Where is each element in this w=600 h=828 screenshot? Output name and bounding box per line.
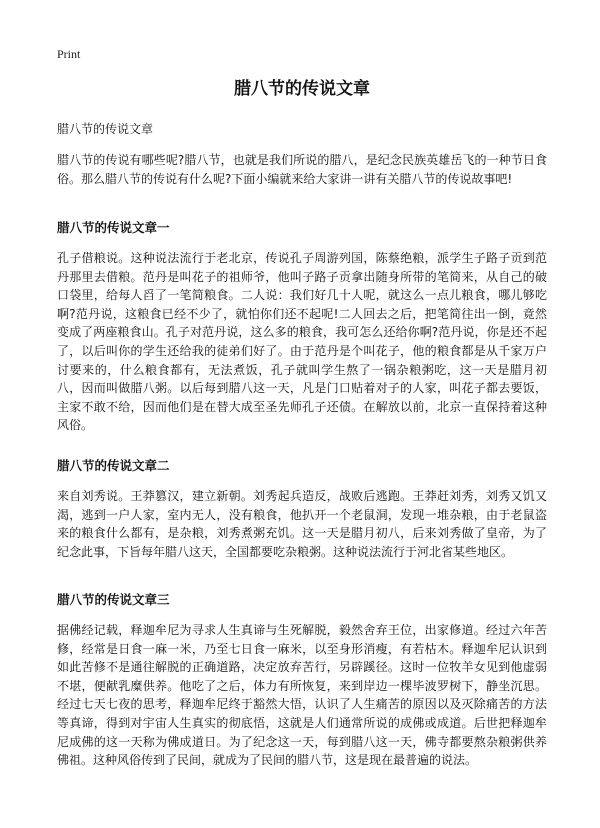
print-link[interactable]: Print [57,47,81,61]
section-heading-1: 腊八节的传说文章一 [57,220,170,235]
page-title: 腊八节的传说文章 [234,79,370,99]
section-body-3: 据佛经记载，释迦牟尼为寻求人生真谛与生死解脱，毅然舍弃王位，出家修道。经过六年苦修，经常是日食一麻一米，乃至七日食一麻米，以至身形消瘦，有若枯木。释迦牟尼认识到如此苦修不是通往解脱的正确道路，决定放弃苦行，另辟蹊径。这时一位牧羊女见到他虚弱不堪，便献乳糜供养。他吃了之后，体力有所恢复，来到岸边一棵毕波罗树下，静坐沉思。经过七天七夜的思考，释迦牟尼终于豁然大悟，认识了人生痛苦的原因以及灭除痛苦的方法等真谛，得到对宇宙人生真实的彻底悟，这就是人们通常所说的成佛或成道。后世把释迦牟尼成佛的这一天称为佛成道日。为了纪念这一天，每到腊八这一天，佛寺都要熬杂粮粥供养佛祖。这种风俗传到了民间，就成为了民间的腊八节，这是现在最普遍的说法。 [57,623,547,768]
intro-paragraph: 腊八节的传说有哪些呢?腊八节，也就是我们所说的腊八，是纪念民族英雄岳飞的一种节日食俗。那么腊八节的传说有什么呢?下面小编就来给大家讲一讲有关腊八节的传说故事吧! [57,153,547,186]
section-body-1: 孔子借粮说。这种说法流行于老北京，传说孔子周游列国，陈蔡绝粮，派学生子路子贡到范丹那里去借粮。范丹是叫花子的祖师爷，他叫子路子贡拿出随身所带的笔简来，从自己的破口袋里，给每人舀了一笔简粮食。二人说：我们好几十人呢，就这么一点儿粮食，哪儿够吃啊?范丹说，这粮食已经不少了，就怕你们还不起呢!二人回去之后，把笔简往出一倒，竟然变成了两座粮食山。孔子对范丹说，这么多的粮食，我可怎么还给你啊?范丹说，你是还不起了，以后叫你的学生还给我的徒弟们好了。由于范丹是个叫花子，他的粮食都是从千家万户讨要来的，什么粮食都有，无法煮饭，孔子就叫学生熬了一锅杂粮粥吃，这一天是腊月初八，因而叫做腊八粥。以后每到腊八这一天，凡是门口贴着对子的人家，叫花子都去要饭，主家不敢不给，因而他们是在替大成至圣先师孔子还债。在解放以前，北京一直保持着这种风俗。 [57,251,547,433]
section-heading-2: 腊八节的传说文章二 [57,458,170,473]
section-body-2: 来自刘秀说。王莽篡汉，建立新朝。刘秀起兵造反，战败后逃跑。王莽赶刘秀，刘秀又饥又渴，逃到一户人家，室内无人，没有粮食，他扒开一个老鼠洞，发现一堆杂粮，由于老鼠盗来的粮食什么都有，是杂粮，刘秀煮粥充饥。这一天是腊月初八，后来刘秀做了皇帝，为了纪念此事，下旨每年腊八这天，全国都要吃杂粮粥。这种说法流行于河北省某些地区。 [57,489,547,559]
section-heading-3: 腊八节的传说文章三 [57,592,170,607]
article-subtitle: 腊八节的传说文章 [57,122,154,136]
